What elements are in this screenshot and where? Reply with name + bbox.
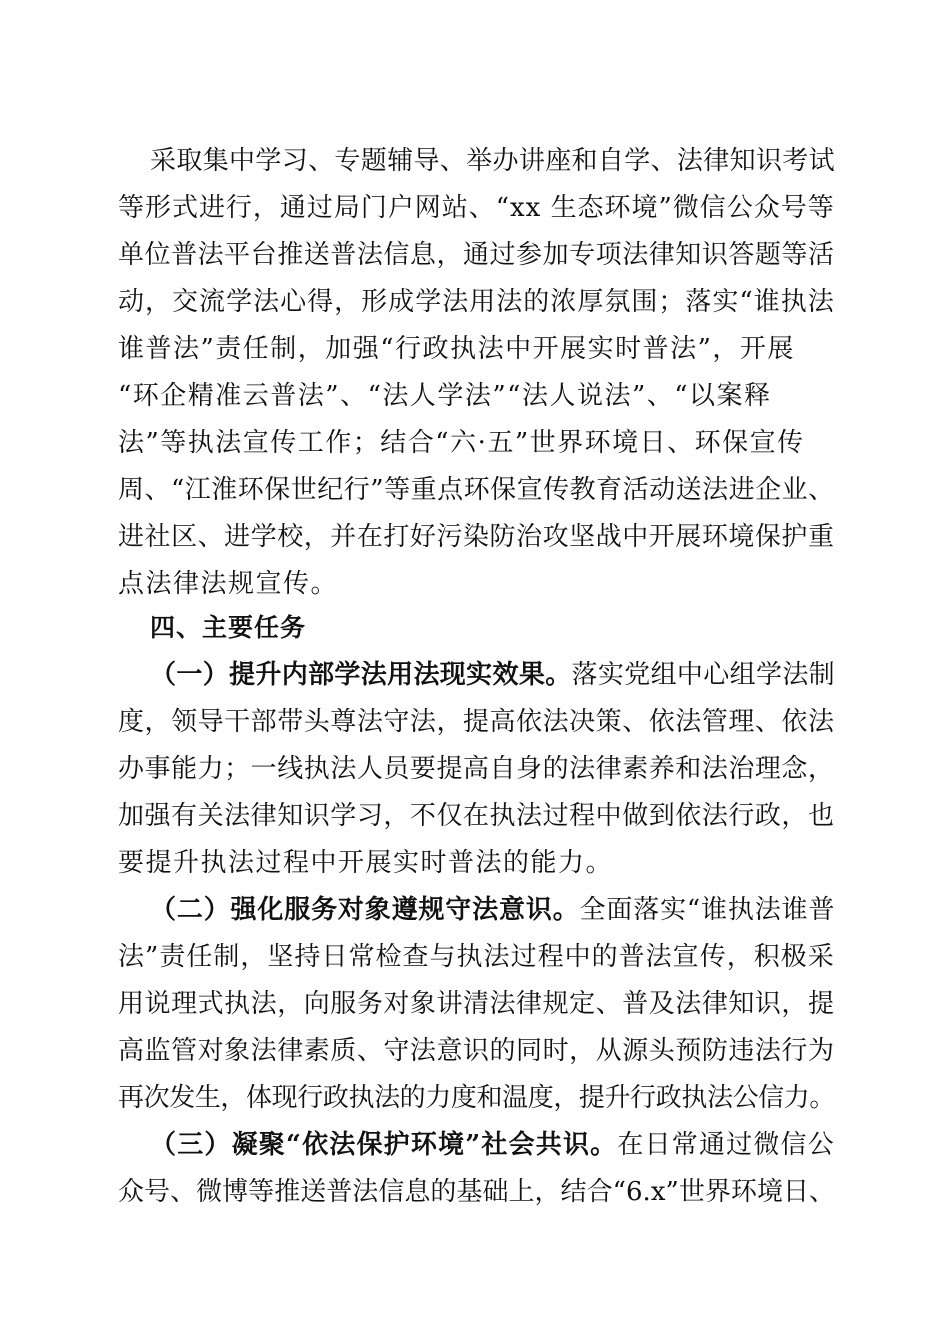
paragraph-line: 单位普法平台推送普法信息，通过参加专项法律知识答题等活 — [118, 240, 835, 270]
paragraph-line: 进社区、进学校，并在打好污染防治攻坚战中开展环境保护重 — [118, 522, 835, 552]
task-3-text: 在日常通过微信公 — [617, 1130, 835, 1160]
paragraph-line: 谁普法”责任制，加强“行政执法中开展实时普法”，开展 — [118, 334, 795, 364]
task-2-first-line — [150, 894, 835, 926]
paragraph-line: 法”责任制，坚持日常检查与执法过程中的普法宣传，积极采 — [118, 942, 835, 972]
paragraph-line: 法”等执法宣传工作；结合“六·五”世界环境日、环保宣传 — [118, 428, 805, 458]
paragraph-line: 等形式进行，通过局门户网站、“xx 生态环境”微信公众号等 — [118, 193, 835, 223]
task-1-first-line — [150, 659, 835, 691]
paragraph-line: 高监管对象法律素质、守法意识的同时，从源头预防违法行为 — [118, 1036, 835, 1066]
paragraph-line: 动，交流学法心得，形成学法用法的浓厚氛围；落实“谁执法 — [118, 287, 835, 317]
paragraph-line: 用说理式执法，向服务对象讲清法律规定、普及法律知识，提 — [118, 989, 835, 1019]
task-3-first-line — [150, 1129, 835, 1161]
task-3-title: （三）凝聚“依法保护环境”社会共识。 — [150, 1130, 618, 1160]
paragraph-line: 再次发生，体现行政执法的力度和温度，提升行政执法公信力。 — [118, 1083, 836, 1113]
paragraph-line: 要提升执法过程中开展实时普法的能力。 — [118, 848, 614, 878]
paragraph-line: 众号、微博等推送普法信息的基础上，结合“6.x”世界环境日、 — [118, 1177, 836, 1207]
paragraph-line: 采取集中学习、专题辅导、举办讲座和自学、法律知识考试 — [150, 146, 836, 176]
task-1-title: （一）提升内部学法用法现实效果。 — [150, 660, 572, 690]
section-heading: 四、主要任务 — [150, 613, 307, 642]
paragraph-line: 加强有关法律知识学习，不仅在执法过程中做到依法行政，也 — [118, 801, 835, 831]
paragraph-line: 办事能力；一线执法人员要提高自身的法律素养和法治理念， — [118, 754, 835, 784]
task-2-text: 全面落实“谁执法谁普 — [579, 895, 836, 925]
task-1-text: 落实党组中心组学法制 — [571, 660, 836, 690]
paragraph-line: 度，领导干部带头尊法守法，提高依法决策、依法管理、依法 — [118, 707, 835, 737]
paragraph-line: 点法律法规宣传。 — [118, 569, 339, 599]
paragraph-line: “环企精准云普法”、“法人学法”“法人说法”、“以案释 — [118, 381, 772, 411]
paragraph-line: 周、“江淮环保世纪行”等重点环保宣传教育活动送法进企业、 — [118, 475, 835, 505]
task-2-title: （二）强化服务对象遵规守法意识。 — [150, 895, 580, 925]
